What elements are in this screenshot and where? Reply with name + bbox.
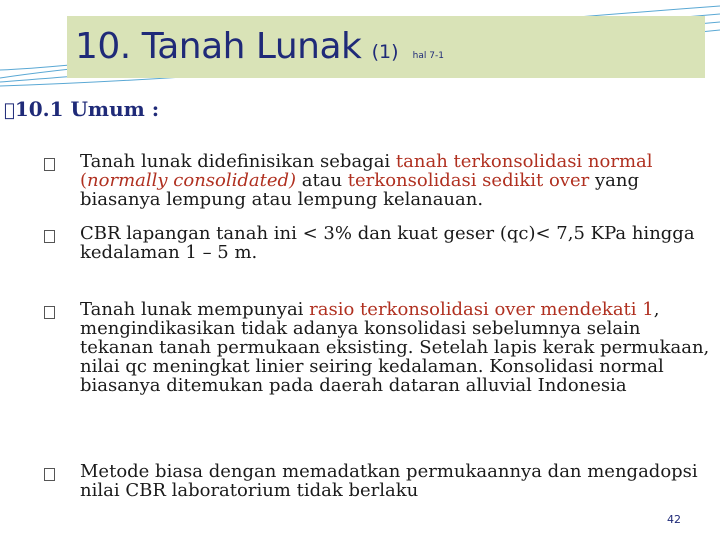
slide-title-reference: hal 7-1 xyxy=(412,51,444,61)
square-bullet-icon xyxy=(44,306,55,319)
slide-title-number: (1) xyxy=(371,41,399,63)
bullet-text: CBR lapangan tanah ini < 3% dan kuat geser (qc)< 7,5 KPa hingga kedalaman 1 – 5 m. xyxy=(80,223,695,263)
section-marker-icon:   xyxy=(4,100,15,121)
italic-highlight-run: normally consolidated) xyxy=(87,170,297,191)
page-number: 42 xyxy=(667,513,681,526)
square-bullet-icon xyxy=(44,230,55,243)
highlight-run: tanah terkonsolidasi normal ( xyxy=(80,151,653,191)
bullet-text: Metode biasa dengan memadatkan permukaannya dan mengadopsi nilai CBR laboratorium tidak berlaku xyxy=(80,461,698,501)
section-heading-text: 10.1 Umum : xyxy=(14,97,160,121)
text-run: Tanah lunak didefinisikan sebagai xyxy=(80,151,396,172)
highlight-run: rasio terkonsolidasi over mendekati 1 xyxy=(309,299,654,320)
slide-title xyxy=(75,26,444,67)
text-run: , mengindikasikan tidak adanya konsolidasi sebelumnya selain tekanan tanah permukaan eksisting. Setelah lapis kerak permukaan, nilai qc meningkat linier seiring kedalaman. Konsolidasi normal biasanya ditemukan pada daerah dataran alluvial Indonesia xyxy=(80,299,710,396)
square-bullet-icon xyxy=(44,158,55,171)
bullet-text xyxy=(80,300,710,395)
highlight-run: terkonsolidasi sedikit over xyxy=(347,170,590,191)
bullet-text xyxy=(80,152,710,209)
text-run: Tanah lunak mempunyai xyxy=(80,299,310,320)
square-bullet-icon xyxy=(44,468,55,481)
text-run: yang biasanya lempung atau lempung kelanauan. xyxy=(80,170,639,210)
section-heading xyxy=(4,97,159,121)
slide-title-main: 10. Tanah Lunak xyxy=(75,26,362,67)
text-run: atau xyxy=(296,170,348,191)
